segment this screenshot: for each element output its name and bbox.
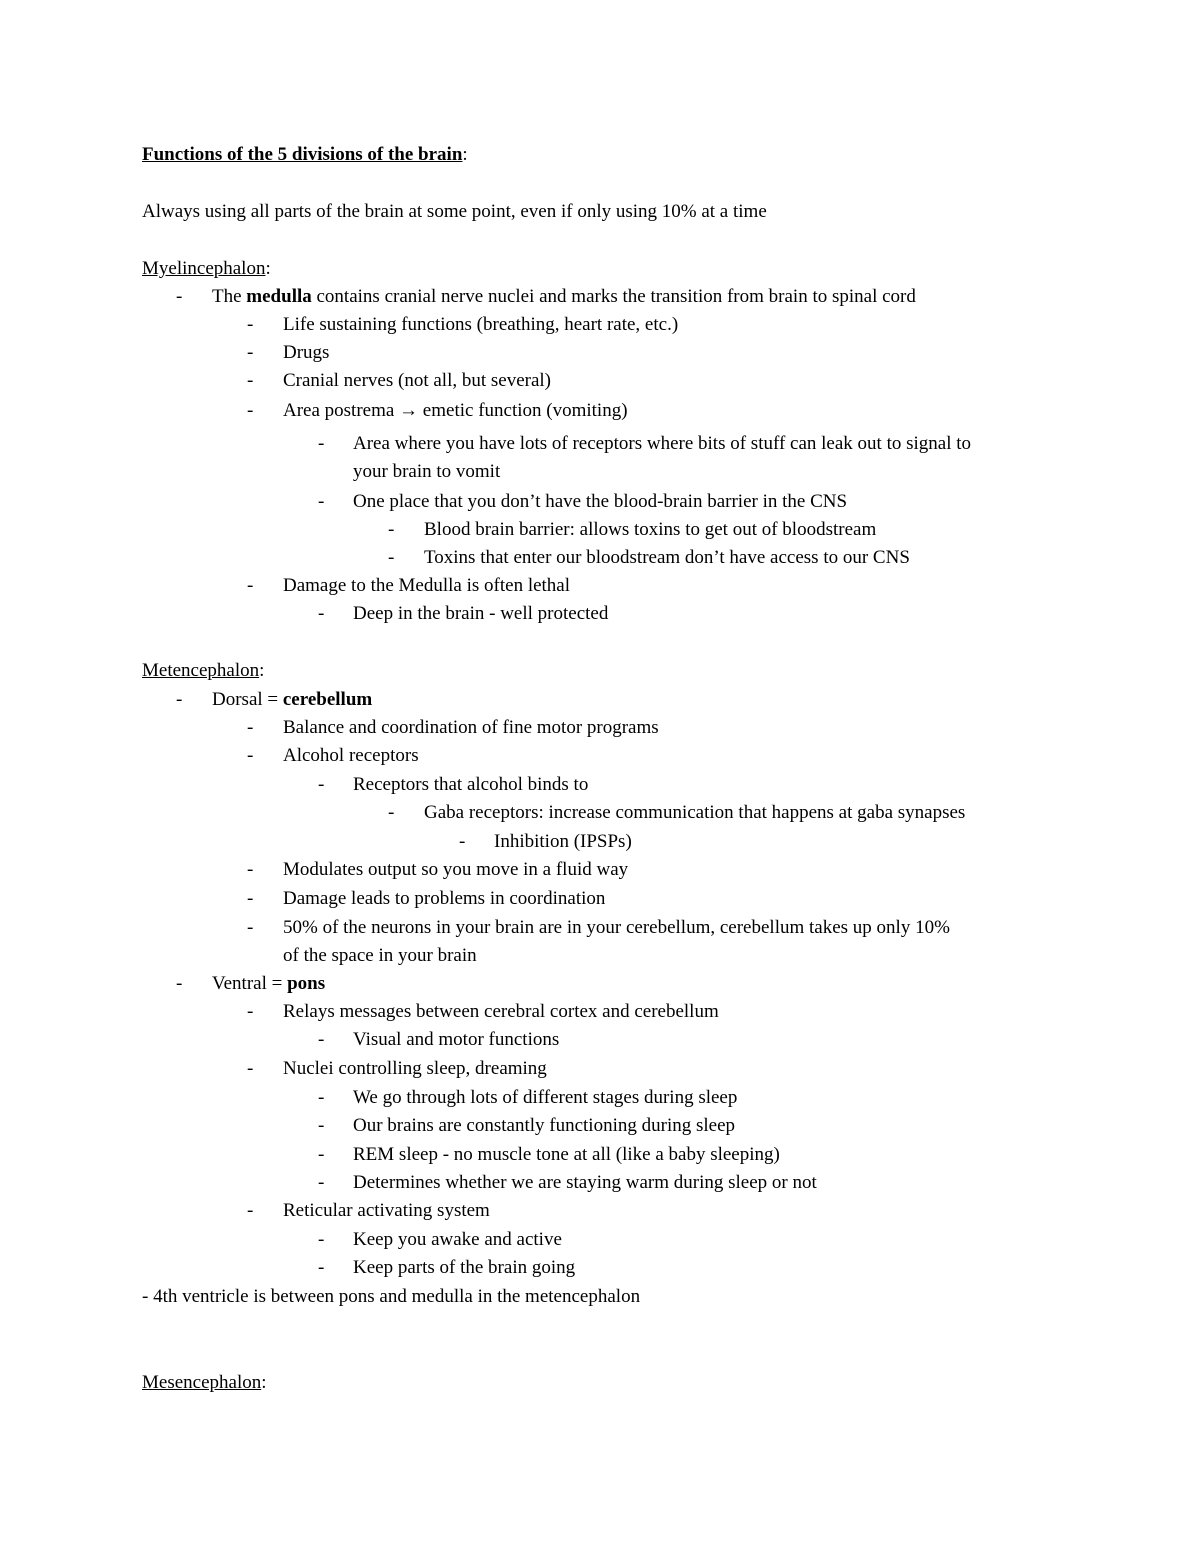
bullet-dash: -	[247, 917, 254, 938]
heading-colon: :	[261, 1372, 267, 1393]
bullet-dash: -	[388, 802, 395, 823]
bullet-dash: -	[247, 342, 254, 363]
item-text-bold: medulla	[246, 286, 312, 307]
title-text: Functions of the 5 divisions of the brain	[142, 144, 463, 165]
item-text: One place that you don’t have the blood-brain barrier in the CNS	[353, 491, 848, 512]
bullet-dash: -	[176, 973, 183, 994]
item-text-pre: The	[212, 286, 247, 307]
item-text: 50% of the neurons in your brain are in your cerebellum, cerebellum takes up only 10%	[283, 917, 950, 938]
item-text: Toxins that enter our bloodstream don’t have access to our CNS	[424, 547, 910, 568]
bullet-dash: -	[247, 314, 254, 335]
bullet-dash: -	[247, 1200, 254, 1221]
bullet-dash: -	[318, 491, 325, 512]
heading-colon: :	[265, 258, 271, 279]
item-text: Keep you awake and active	[353, 1229, 562, 1250]
item-text: your brain to vomit	[353, 461, 501, 482]
item-text-bold: cerebellum	[282, 689, 373, 710]
item-text-pre: Dorsal =	[212, 689, 283, 710]
bullet-dash: -	[247, 888, 254, 909]
bullet-dash: -	[318, 603, 325, 624]
intro-text: Always using all parts of the brain at some point, even if only using 10% at a time	[142, 201, 767, 222]
bullet-dash: -	[318, 1172, 325, 1193]
bullet-dash: -	[247, 745, 254, 766]
bullet-dash: -	[459, 831, 466, 852]
item-text: Damage leads to problems in coordination	[283, 888, 606, 909]
item-text: Reticular activating system	[283, 1200, 490, 1221]
bullet-dash: -	[318, 1144, 325, 1165]
item-text: Relays messages between cerebral cortex and cerebellum	[283, 1001, 719, 1022]
heading-text: Mesencephalon	[142, 1372, 262, 1393]
item-text-bold: pons	[287, 973, 326, 994]
bullet-dash: -	[318, 1029, 325, 1050]
bullet-dash: -	[176, 286, 183, 307]
item-text: Gaba receptors: increase communication that happens at gaba synapses	[424, 802, 966, 823]
heading-colon: :	[259, 660, 265, 681]
item-text: Alcohol receptors	[283, 745, 419, 766]
item-text: Our brains are constantly functioning during sleep	[353, 1115, 736, 1136]
bullet-dash: -	[318, 774, 325, 795]
item-text: Balance and coordination of fine motor programs	[283, 717, 659, 738]
item-text: We go through lots of different stages during sleep	[353, 1087, 738, 1108]
item-text: Receptors that alcohol binds to	[353, 774, 589, 795]
bullet-dash: -	[318, 1087, 325, 1108]
bullet-dash: -	[318, 1229, 325, 1250]
item-text: Deep in the brain - well protected	[353, 603, 609, 624]
bullet-dash: -	[247, 1058, 254, 1079]
item-text-pre: Ventral =	[212, 973, 288, 994]
note-text: - 4th ventricle is between pons and medulla in the metencephalon	[142, 1286, 641, 1307]
title-colon: :	[462, 144, 468, 165]
bullet-dash: -	[247, 400, 254, 421]
heading-text: Myelincephalon	[142, 258, 266, 279]
bullet-dash: -	[247, 370, 254, 391]
item-text: Keep parts of the brain going	[353, 1257, 576, 1278]
item-text: Nuclei controlling sleep, dreaming	[283, 1058, 547, 1079]
bullet-dash: -	[176, 689, 183, 710]
bullet-dash: -	[247, 575, 254, 596]
bullet-dash: -	[388, 547, 395, 568]
bullet-dash: -	[388, 519, 395, 540]
heading-text: Metencephalon	[142, 660, 260, 681]
item-text: Damage to the Medulla is often lethal	[283, 575, 571, 596]
item-text: of the space in your brain	[283, 945, 477, 966]
bullet-dash: -	[318, 433, 325, 454]
bullet-dash: -	[247, 859, 254, 880]
item-text: Area postrema → emetic function (vomiting)	[283, 400, 628, 421]
item-text: REM sleep - no muscle tone at all (like a baby sleeping)	[353, 1144, 780, 1165]
item-text: Blood brain barrier: allows toxins to get out of bloodstream	[424, 519, 877, 540]
item-text: Inhibition (IPSPs)	[494, 831, 632, 852]
item-text: Visual and motor functions	[353, 1029, 560, 1050]
item-text: Cranial nerves (not all, but several)	[283, 370, 552, 391]
item-text: Drugs	[283, 342, 330, 363]
bullet-dash: -	[318, 1115, 325, 1136]
item-text-post: contains cranial nerve nuclei and marks the transition from brain to spinal cord	[311, 286, 916, 307]
bullet-dash: -	[247, 1001, 254, 1022]
item-text: Modulates output so you move in a fluid way	[283, 859, 629, 880]
bullet-dash: -	[247, 717, 254, 738]
item-text: Life sustaining functions (breathing, heart rate, etc.)	[283, 314, 679, 335]
bullet-dash: -	[318, 1257, 325, 1278]
item-text: Area where you have lots of receptors where bits of stuff can leak out to signal to	[353, 433, 972, 454]
item-text: Determines whether we are staying warm during sleep or not	[353, 1172, 817, 1193]
